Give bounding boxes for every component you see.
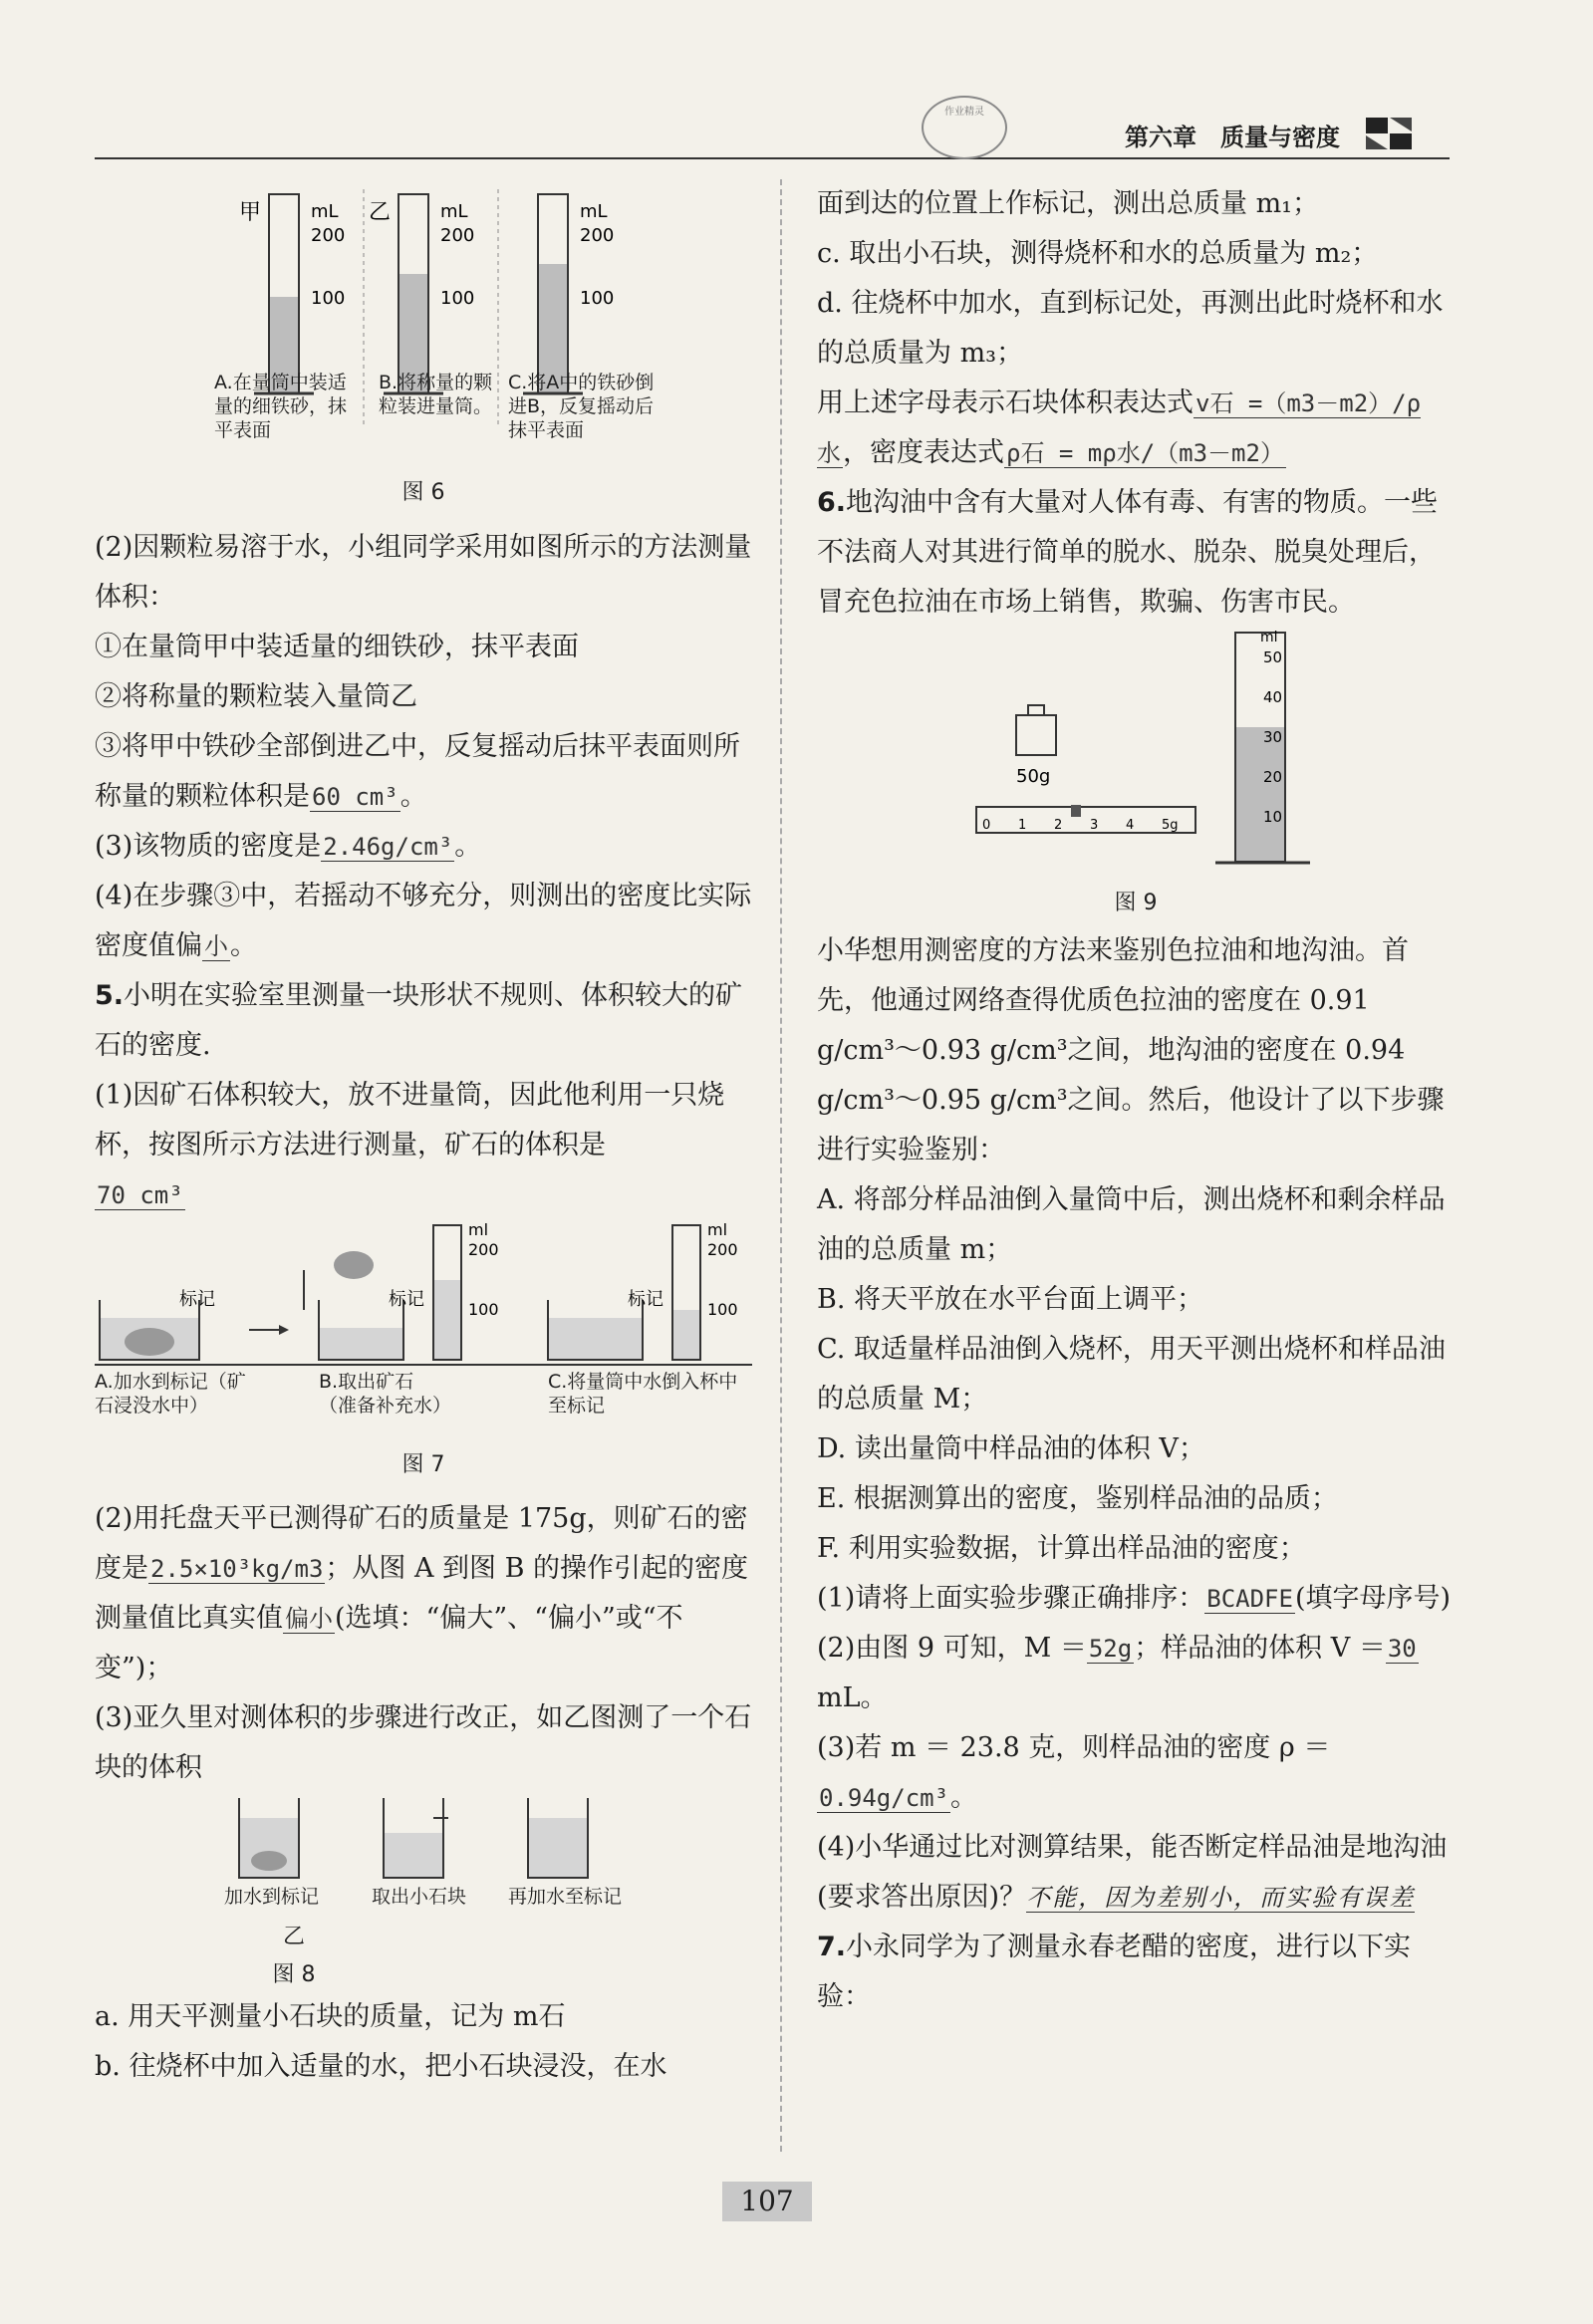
svg-text:甲: 甲 (239, 200, 262, 225)
q6-sub1: (1)请将上面实验步骤正确排序：BCADFE(填字母序号) (817, 1583, 1452, 1614)
svg-text:20: 20 (1263, 768, 1283, 786)
svg-text:100: 100 (580, 288, 615, 309)
fig8-caption: 图 8 (272, 1962, 316, 1987)
column-divider (780, 179, 782, 2152)
svg-text:标记: 标记 (179, 1289, 215, 1310)
q5-part3: (3)亚久里对测体积的步骤进行改正，如乙图测了一个石块的体积 (95, 1702, 752, 1783)
answer-ore-density: 2.5×10³kg/m3 (150, 1555, 324, 1583)
figure-9-drawing (817, 628, 1455, 887)
q5-stem: 5.小明在实验室里测量一块形状不规则、体积较大的矿石的密度. (95, 980, 743, 1061)
figure-7 (95, 1220, 752, 1444)
answer-volume: 60 cm³ (312, 783, 398, 811)
svg-text:0: 0 (982, 818, 991, 833)
stamp-watermark: 作业精灵 (922, 96, 1007, 159)
svg-text:ml: ml (1260, 630, 1278, 646)
page-number: 107 (722, 2182, 812, 2221)
svg-text:40: 40 (1263, 688, 1283, 706)
fig6-panel-b: B.将称量的颗粒装进量筒。 (379, 372, 493, 417)
svg-text:mL: mL (440, 201, 468, 222)
q5-part2: (2)用托盘天平已测得矿石的质量是 175g，则矿石的密度是2.5×10³kg/m3；从图 A 到图 B 的操作引起的密度测量值比真实值偏小(选填：“偏大”、“偏小”或“不变”)； (95, 1503, 749, 1683)
q4-part2: (2)因颗粒易溶于水，小组同学采用如图所示的方法测量体积： (95, 532, 752, 613)
q6-sub3: (3)若 m ＝ 23.8 克，则样品油的密度 ρ ＝0.94g/cm³。 (817, 1732, 1331, 1813)
svg-text:100: 100 (311, 288, 346, 309)
fig8-label-1: 加水到标记 (224, 1886, 320, 1908)
answer-ore-bias: 偏小 (285, 1605, 333, 1633)
q4-part3: (3)该物质的密度是2.46g/cm³。 (95, 831, 482, 862)
chapter-logo-icon (1360, 112, 1420, 155)
fig6-caption: 图 6 (401, 480, 445, 505)
cylinder-jia (239, 194, 345, 393)
figure-8 (95, 1793, 752, 1992)
svg-text:200: 200 (580, 225, 615, 246)
fig7-label-a: A.加水到标记（矿石浸没水中） (95, 1371, 246, 1417)
answer-oil-density: 0.94g/cm³ (819, 1784, 949, 1812)
svg-text:2: 2 (1054, 818, 1063, 833)
answer-handwritten: 不能，因为差别小，而实验有误差 (1026, 1884, 1416, 1912)
q5-expression: 用上述字母表示石块体积表达式v石 =（m3－m2）/ρ水，密度表达式ρ石 = mρ水/（m3－m2） (817, 387, 1422, 468)
fig7-label-c: C.将量筒中水倒入杯中至标记 (548, 1371, 738, 1417)
fig7-label-b: B.取出矿石（准备补充水） (319, 1371, 452, 1417)
q5-step-a: a. 用天平测量小石块的质量，记为 m石 (95, 2001, 566, 2032)
answer-mass: 52g (1088, 1635, 1133, 1663)
svg-text:标记: 标记 (628, 1289, 664, 1310)
fig7-caption: 图 7 (401, 1452, 445, 1477)
svg-text:5g: 5g (1162, 818, 1179, 833)
q4-part4: (4)在步骤③中，若摇动不够充分，则测出的密度比实际密度值偏小。 (95, 881, 752, 961)
svg-text:200: 200 (707, 1240, 738, 1259)
q5-part1: (1)因矿石体积较大，放不进量筒，因此他利用一只烧杯，按图所示方法进行测量，矿石的体积是 (95, 1080, 725, 1161)
svg-text:50g: 50g (1016, 766, 1051, 787)
q5-step-b-cont: 面到达的位置上作标记，测出总质量 m₁； (817, 188, 1320, 219)
svg-text:4: 4 (1126, 818, 1135, 833)
answer-oil-volume: 30 (1387, 1635, 1417, 1663)
q6-sub2: (2)由图 9 可知，M ＝52g；样品油的体积 V ＝30 mL。 (817, 1633, 1417, 1713)
q6-sub4: (4)小华通过比对测算结果，能否断定样品油是地沟油(要求答出原因)？不能，因为差别小，而实验有误差 (817, 1832, 1448, 1913)
answer-bias: 小 (204, 932, 228, 960)
q6-intro: 小华想用测密度的方法来鉴别色拉油和地沟油。首先，他通过网络查得优质色拉油的密度在 0.91 g/cm³～0.93 g/cm³之间，地沟油的密度在 0.94 g/cm³～0.95 g/cm³之间。然后，他设计了以下步骤进行实验鉴别： (817, 935, 1445, 1165)
fig8-label-2: 取出小石块 (372, 1886, 467, 1908)
q5-step-c: c. 取出小石块，测得烧杯和水的总质量为 m₂； (817, 238, 1379, 269)
figure-9 (817, 628, 1455, 926)
q5-step-b: b. 往烧杯中加入适量的水，把小石块浸没，在水 (95, 2051, 667, 2082)
q6-step-e: E. 根据测算出的密度，鉴别样品油的品质； (817, 1483, 1338, 1514)
svg-text:mL: mL (311, 201, 339, 222)
svg-text:100: 100 (468, 1300, 499, 1319)
fig8-label-3: 再加水至标记 (508, 1886, 623, 1908)
svg-text:标记: 标记 (389, 1289, 424, 1310)
svg-text:200: 200 (311, 225, 346, 246)
q5-step-d: d. 往烧杯中加水，直到标记处，再测出此时烧杯和水的总质量为 m₃； (817, 288, 1444, 369)
svg-text:乙: 乙 (369, 200, 392, 225)
svg-text:3: 3 (1090, 818, 1099, 833)
svg-text:mL: mL (580, 201, 608, 222)
svg-text:ml: ml (468, 1220, 489, 1239)
q6-step-b: B. 将天平放在水平台面上调平； (817, 1284, 1204, 1315)
q6-step-c: C. 取适量样品油倒入烧杯，用天平测出烧杯和样品油的总质量 M； (817, 1334, 1446, 1415)
q4-step1: ①在量筒甲中装适量的细铁砂，抹平表面 (95, 632, 579, 662)
svg-text:50: 50 (1263, 648, 1283, 666)
cylinder-yi (369, 194, 474, 393)
right-column (817, 179, 1455, 2022)
q7-stem: 7.小永同学为了测量永春老醋的密度，进行以下实验： (817, 1932, 1412, 2012)
svg-text:1: 1 (1018, 818, 1027, 833)
left-column (95, 179, 752, 2092)
answer-order: BCADFE (1206, 1585, 1293, 1613)
q6-step-d: D. 读出量筒中样品油的体积 V； (817, 1433, 1205, 1464)
answer-volume-expr: v石 =（m3－m2）/ρ水 (817, 389, 1422, 467)
page-header (95, 108, 1450, 159)
svg-text:200: 200 (440, 225, 475, 246)
svg-text:10: 10 (1263, 808, 1283, 826)
fig8-sub: 乙 (282, 1925, 305, 1949)
fig6-panel-a: A.在量筒中装适量的细铁砂，抹平表面 (214, 372, 348, 441)
q6-step-a: A. 将部分样品油倒入量筒中后，测出烧杯和剩余样品油的总质量 m； (817, 1184, 1446, 1265)
svg-text:200: 200 (468, 1240, 499, 1259)
figure-6 (95, 179, 752, 505)
figure-7-drawing (95, 1220, 752, 1380)
svg-text:100: 100 (707, 1300, 738, 1319)
q4-step3: ③将甲中铁砂全部倒进乙中，反复摇动后抹平表面则所称量的颗粒体积是60 cm³。 (95, 731, 740, 812)
q6-stem: 6.地沟油中含有大量对人体有毒、有害的物质。一些不法商人对其进行简单的脱水、脱杂、脱臭处理后，冒充色拉油在市场上销售，欺骗、伤害市民。 (817, 487, 1439, 618)
q5-part1-answer (95, 1170, 752, 1220)
fig6-panel-c: C.将A中的铁砂倒进B，反复摇动后抹平表面 (508, 372, 655, 441)
answer-density-expr: ρ石 = mρ水/（m3－m2） (1006, 439, 1284, 467)
svg-text:100: 100 (440, 288, 475, 309)
q6-step-f: F. 利用实验数据，计算出样品油的密度； (817, 1533, 1306, 1564)
fig9-caption: 图 9 (1114, 891, 1158, 915)
svg-text:ml: ml (707, 1220, 728, 1239)
answer-ore-volume: 70 cm³ (97, 1181, 183, 1209)
cylinder-c (523, 194, 614, 393)
svg-text:30: 30 (1263, 728, 1283, 746)
chapter-title: 第六章 质量与密度 (1125, 124, 1340, 151)
answer-density: 2.46g/cm³ (323, 833, 453, 861)
q4-step2: ②将称量的颗粒装入量筒乙 (95, 681, 417, 712)
